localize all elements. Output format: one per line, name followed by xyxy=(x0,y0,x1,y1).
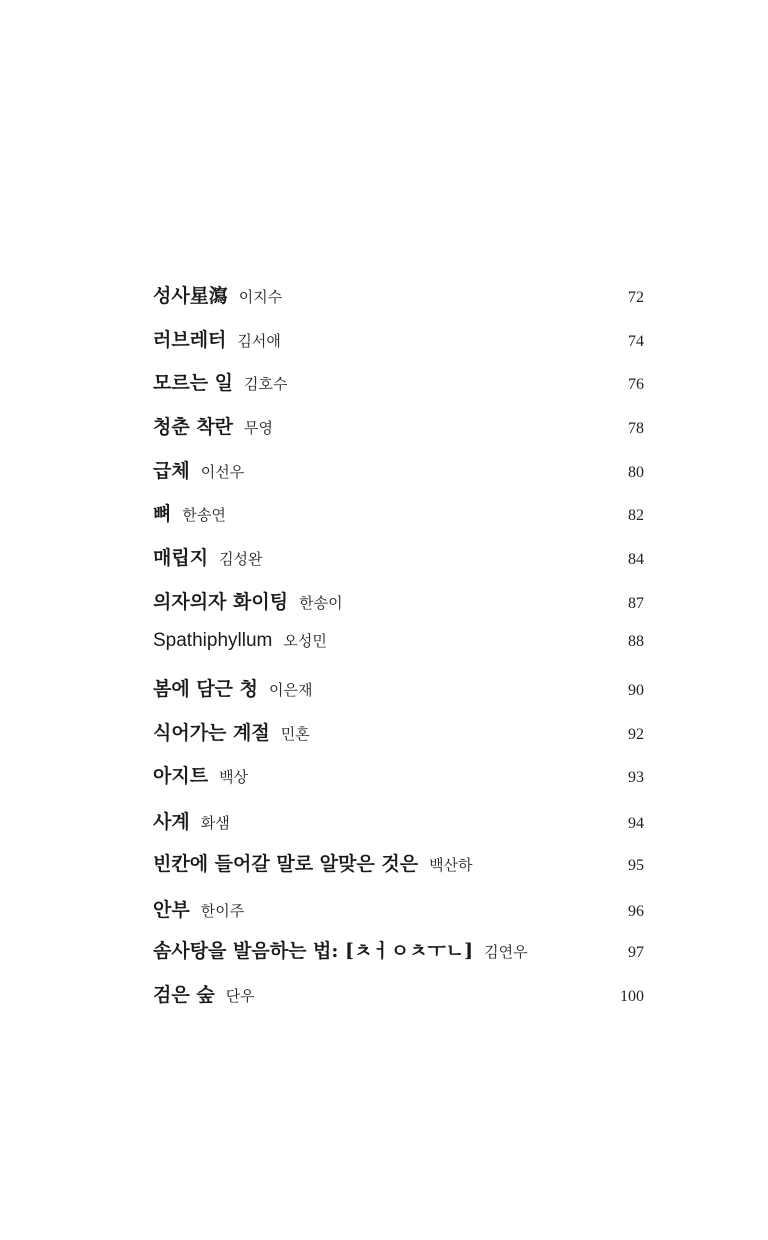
toc-entry-author: 한이주 xyxy=(200,902,245,920)
toc-entry-title: 러브레터 xyxy=(153,329,227,351)
toc-entry-page: 95 xyxy=(628,857,644,874)
toc-entry-title: 검은 숲 xyxy=(153,984,215,1006)
toc-entry-author: 백상 xyxy=(219,768,249,786)
toc-entry-page: 97 xyxy=(628,944,644,961)
toc-entry-author: 이선우 xyxy=(200,463,245,481)
toc-entry-title: 모르는 일 xyxy=(153,372,234,394)
toc-entry-title: Spathiphyllum xyxy=(153,630,273,651)
toc-entry-page: 93 xyxy=(628,769,644,786)
toc-entry xyxy=(153,630,644,660)
toc-entry-page: 87 xyxy=(628,595,644,612)
toc-entry-page: 82 xyxy=(628,507,644,524)
toc-entry-title: 식어가는 계절 xyxy=(153,722,270,744)
toc-entry-author: 김호수 xyxy=(244,375,288,393)
toc-entry-title: 성사星瀉 xyxy=(153,285,228,307)
toc-entry xyxy=(153,895,644,925)
toc-entry xyxy=(153,412,644,442)
toc-entry-page: 94 xyxy=(628,815,644,832)
toc-entry xyxy=(153,281,644,311)
toc-entry-author: 민혼 xyxy=(280,725,310,743)
toc-entry-page: 74 xyxy=(628,333,644,350)
toc-entry xyxy=(153,718,644,748)
toc-entry-author: 백산하 xyxy=(429,856,473,874)
toc-entry-title: 매립지 xyxy=(153,547,209,569)
toc-entry-title: 솜사탕을 발음하는 법: [ㅊㅓㅇㅊㅜㄴ] xyxy=(153,940,474,962)
toc-entry xyxy=(153,543,644,573)
toc-entry-page: 90 xyxy=(628,682,644,699)
toc-entry-author: 오성민 xyxy=(283,632,327,650)
toc-entry-title: 의자의자 화이팅 xyxy=(153,591,289,613)
toc-entry-author: 김연우 xyxy=(484,943,528,961)
toc-entry-page: 72 xyxy=(628,289,644,306)
toc-entry-author: 이은재 xyxy=(269,681,313,699)
toc-entry-title: 청춘 착란 xyxy=(153,416,234,438)
toc-entry xyxy=(153,807,644,837)
toc-entry xyxy=(153,849,644,879)
toc-entry-title: 봄에 담근 청 xyxy=(153,678,258,700)
toc-entry xyxy=(153,368,644,398)
toc-entry-author: 김서애 xyxy=(237,332,281,350)
toc-entry-author: 무영 xyxy=(244,419,274,437)
toc-entry-title: 급체 xyxy=(153,460,190,482)
toc-entry xyxy=(153,674,644,704)
toc-entry xyxy=(153,499,644,529)
toc-entry-author: 한송연 xyxy=(182,506,226,524)
toc-entry-page: 100 xyxy=(620,988,644,1005)
toc-entry-author: 김성완 xyxy=(219,550,263,568)
toc-entry-title: 뼈 xyxy=(153,503,172,525)
toc-entry-title: 사계 xyxy=(153,811,190,833)
toc-entry-page: 76 xyxy=(628,376,644,393)
toc-entry-page: 96 xyxy=(628,903,644,920)
toc-entry-page: 78 xyxy=(628,420,644,437)
toc-entry-title: 안부 xyxy=(153,899,190,921)
toc-entry-author: 이지수 xyxy=(238,288,283,306)
toc-entry-page: 92 xyxy=(628,726,644,743)
toc-entry-author: 단우 xyxy=(225,987,255,1005)
toc-entry-title: 아지트 xyxy=(153,765,209,787)
toc-entry-author: 한송이 xyxy=(299,594,343,612)
toc-entry xyxy=(153,936,644,966)
toc-entry-page: 88 xyxy=(628,633,644,650)
toc-entry-title: 빈칸에 들어갈 말로 알맞은 것은 xyxy=(153,853,419,875)
toc-entry xyxy=(153,587,644,617)
toc-entry xyxy=(153,456,644,486)
toc-entry xyxy=(153,325,644,355)
toc-entry-author: 화샘 xyxy=(200,814,230,832)
toc-entry xyxy=(153,761,644,791)
toc-entry-page: 84 xyxy=(628,551,644,568)
toc-entry-page: 80 xyxy=(628,464,644,481)
toc-entry xyxy=(153,980,644,1010)
